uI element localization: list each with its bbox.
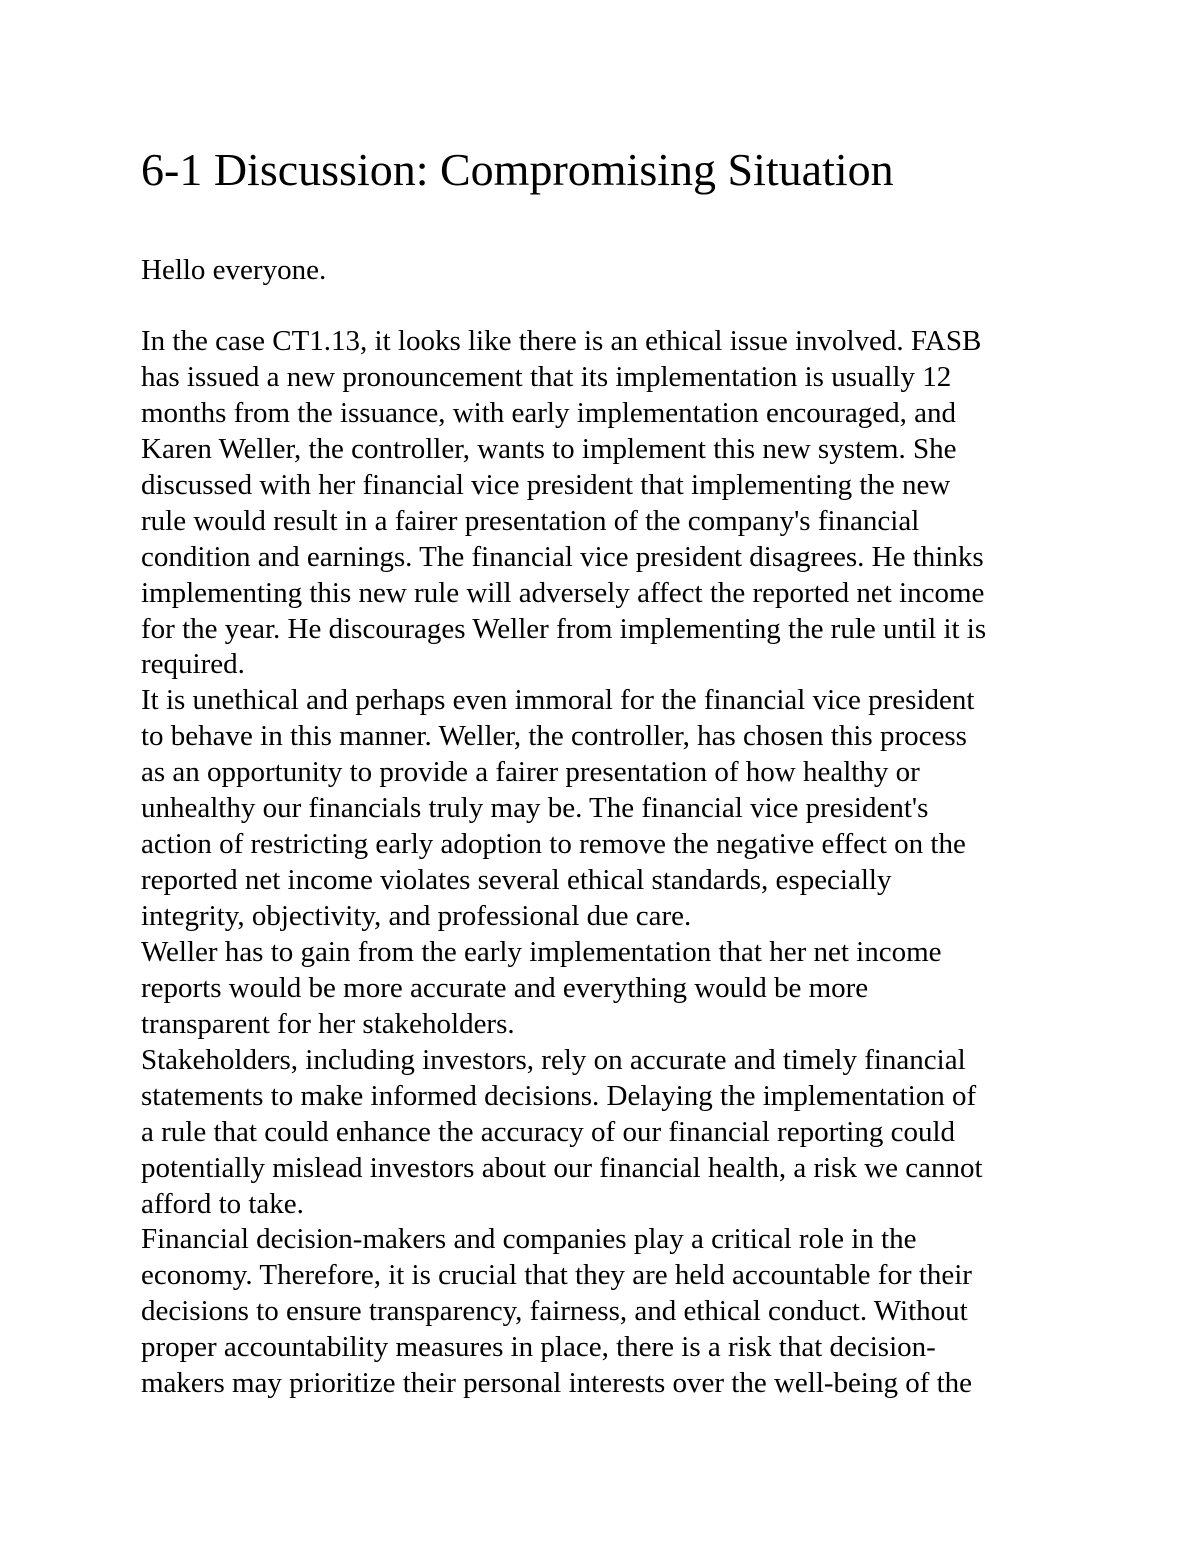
body-text-line: a rule that could enhance the accuracy of our financial reporting could: [141, 1115, 956, 1148]
body-text-line: required.: [141, 648, 245, 681]
body-text-line: action of restricting early adoption to remove the negative effect on the: [141, 828, 966, 861]
body-text-line: makers may prioritize their personal interests over the well-being of the: [141, 1367, 973, 1400]
body-text-line: condition and earnings. The financial vice president disagrees. He thinks: [141, 540, 984, 573]
body-text-line: to behave in this manner. Weller, the controller, has chosen this process: [141, 720, 967, 753]
body-text-line: potentially mislead investors about our financial health, a risk we cannot: [141, 1151, 983, 1184]
body-text-line: Stakeholders, including investors, rely on accurate and timely financial: [141, 1043, 966, 1076]
body-text-line: for the year. He discourages Weller from implementing the rule until it is: [141, 612, 987, 645]
body-text-line: reported net income violates several ethical standards, especially: [141, 864, 892, 897]
body-text-line: It is unethical and perhaps even immoral for the financial vice president: [141, 684, 975, 717]
body-text-line: rule would result in a fairer presentation of the company's financial: [141, 504, 920, 537]
body-text-line: statements to make informed decisions. Delaying the implementation of: [141, 1079, 977, 1112]
body-text-line: Weller has to gain from the early implementation that her net income: [141, 935, 942, 968]
body-text-line: economy. Therefore, it is crucial that they are held accountable for their: [141, 1259, 972, 1292]
body-text-line: transparent for her stakeholders.: [141, 1007, 515, 1040]
body-text-line: afford to take.: [141, 1187, 304, 1220]
body-text-line: Karen Weller, the controller, wants to implement this new system. She: [141, 432, 957, 465]
document-body: [141, 324, 1081, 1402]
body-text-line: Financial decision-makers and companies play a critical role in the: [141, 1223, 917, 1256]
body-text-line: proper accountability measures in place, there is a risk that decision-: [141, 1331, 936, 1364]
body-text-line: reports would be more accurate and everything would be more: [141, 971, 869, 1004]
body-text-line: unhealthy our financials truly may be. The financial vice president's: [141, 792, 929, 825]
body-text-line: months from the issuance, with early implementation encouraged, and: [141, 396, 956, 429]
body-text-line: as an opportunity to provide a fairer presentation of how healthy or: [141, 756, 920, 789]
body-text-line: decisions to ensure transparency, fairness, and ethical conduct. Without: [141, 1295, 968, 1328]
body-text-line: has issued a new pronouncement that its implementation is usually 12: [141, 360, 952, 393]
body-text-line: integrity, objectivity, and professional due care.: [141, 900, 692, 932]
greeting-text: Hello everyone.: [141, 254, 327, 286]
body-text-line: discussed with her financial vice president that implementing the new: [141, 468, 951, 501]
body-text-line: implementing this new rule will adversely affect the reported net income: [141, 576, 985, 609]
body-text-line: In the case CT1.13, it looks like there is an ethical issue involved. FASB: [141, 325, 982, 357]
document-title: 6-1 Discussion: Compromising Situation: [141, 144, 894, 195]
